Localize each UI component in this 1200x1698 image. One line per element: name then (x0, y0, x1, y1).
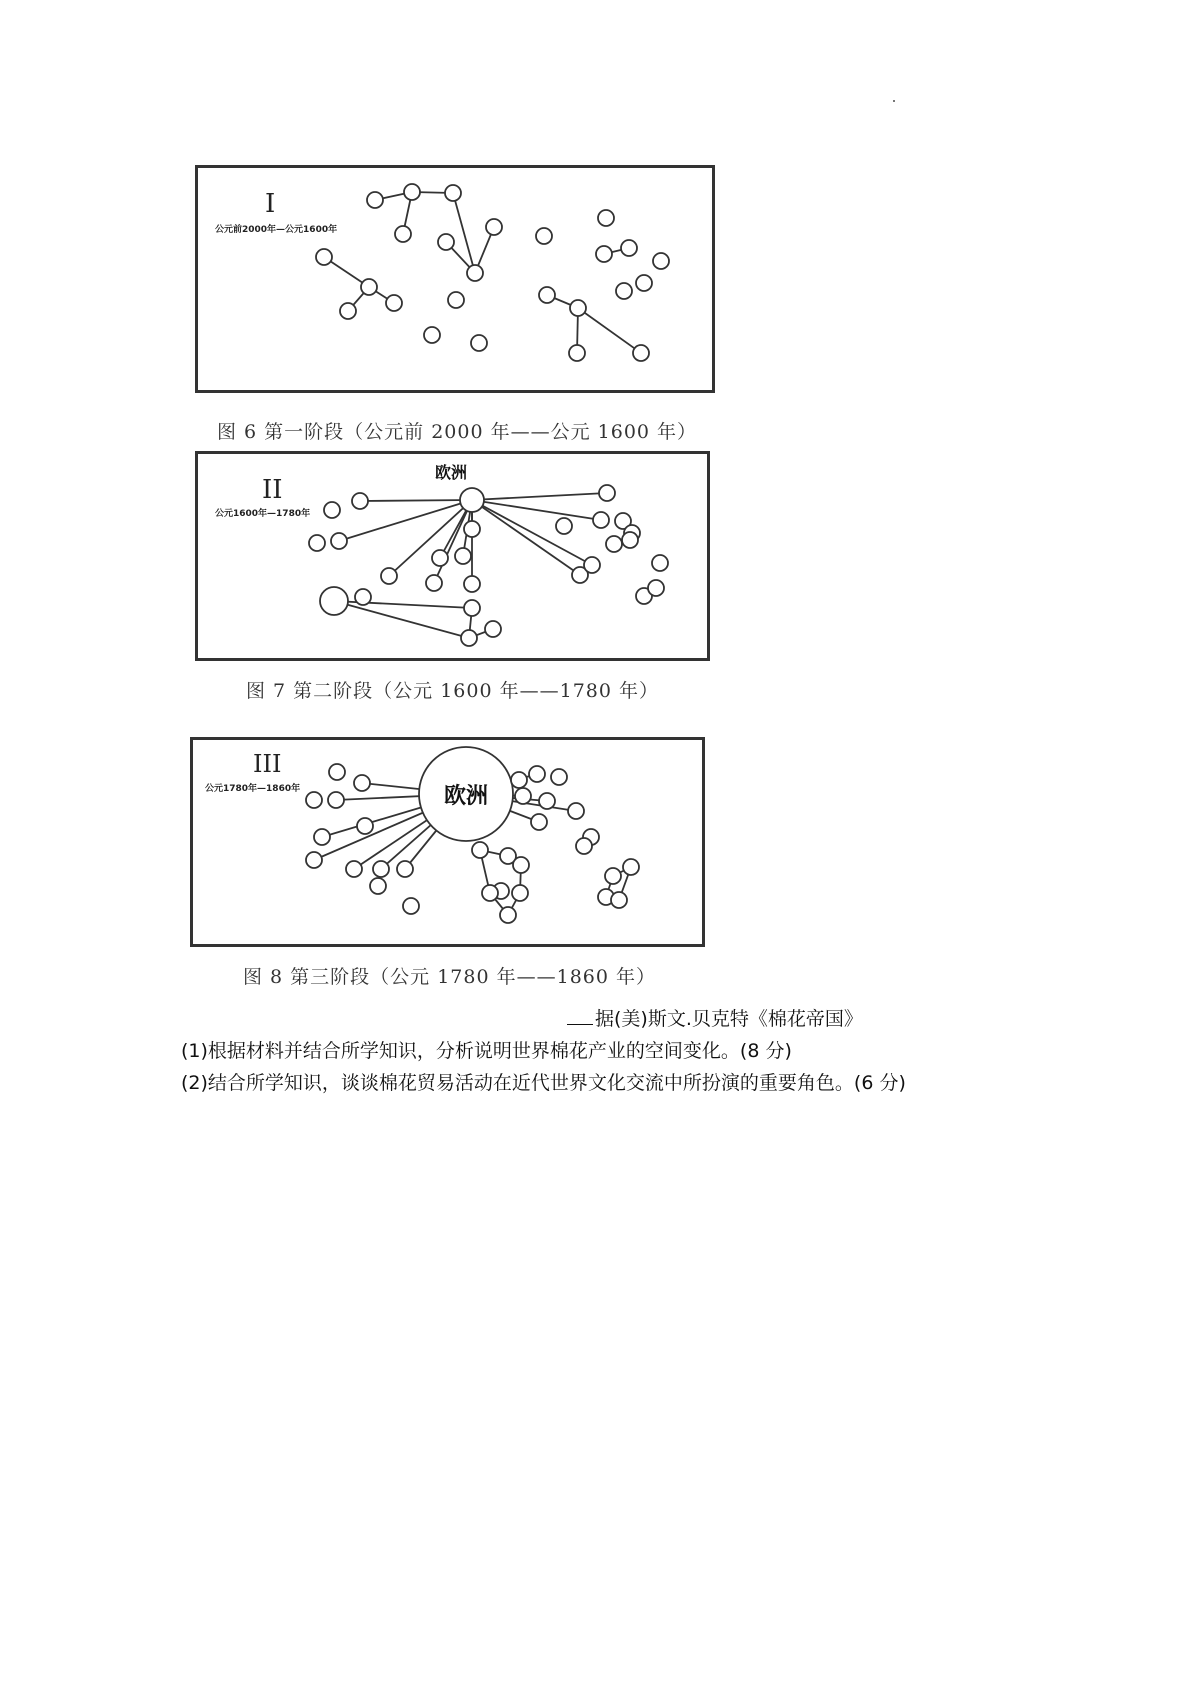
figure-7-period-label: 公元1600年—1780年 (215, 509, 311, 519)
fig7-node (324, 502, 340, 518)
fig6-node (636, 275, 652, 291)
fig6-link (578, 308, 641, 353)
fig6-node (386, 295, 402, 311)
fig8-node (568, 803, 584, 819)
fig8-node (403, 898, 419, 914)
fig7-node (593, 512, 609, 528)
fig8-node (512, 885, 528, 901)
fig7-node (584, 557, 600, 573)
figure-6-caption: 图 6 第一阶段（公元前 2000 年——公元 1600 年） (217, 421, 698, 443)
fig6-node (653, 253, 669, 269)
fig7-link (472, 500, 580, 575)
fig7-node (331, 533, 347, 549)
fig8-node (500, 907, 516, 923)
figure-8-diagram (190, 737, 705, 947)
figure-8-period-label: 公元1780年—1860年 (205, 784, 301, 794)
fig8-node (329, 764, 345, 780)
figure-7-numeral: II (262, 475, 283, 505)
fig6-node (367, 192, 383, 208)
source-text: 据(美)斯文.贝克特《棉花帝国》 (595, 1008, 863, 1030)
fig7-node (464, 521, 480, 537)
fig6-node (569, 345, 585, 361)
fig6-node (471, 335, 487, 351)
fig8-node (513, 857, 529, 873)
question-2: (2)结合所学知识，谈谈棉花贸易活动在近代世界文化交流中所扮演的重要角色。(6 分) (181, 1072, 906, 1094)
fig6-node (596, 246, 612, 262)
question-1: (1)根据材料并结合所学知识，分析说明世界棉花产业的空间变化。(8 分) (181, 1040, 792, 1062)
fig7-node (599, 485, 615, 501)
fig7-hub-node (320, 587, 348, 615)
fig7-node (652, 555, 668, 571)
fig8-node (472, 842, 488, 858)
fig6-node (395, 226, 411, 242)
fig6-node (361, 279, 377, 295)
figure-8-hub-label: 欧洲 (443, 784, 489, 809)
fig6-node (340, 303, 356, 319)
figure-7-diagram (195, 451, 710, 661)
figure-7-hub-label: 欧洲 (434, 463, 468, 482)
fig6-node (486, 219, 502, 235)
fig7-node (464, 576, 480, 592)
fig8-node (515, 788, 531, 804)
fig6-node (445, 185, 461, 201)
fig6-node (424, 327, 440, 343)
fig6-node (448, 292, 464, 308)
fig7-node (309, 535, 325, 551)
fig8-node (328, 792, 344, 808)
fig8-node (531, 814, 547, 830)
fig6-node (316, 249, 332, 265)
fig8-node (346, 861, 362, 877)
figure-6-period-label: 公元前2000年—公元1600年 (215, 225, 338, 235)
fig8-node (511, 772, 527, 788)
fig7-node (455, 548, 471, 564)
fig6-node (438, 234, 454, 250)
blank-line (567, 1010, 593, 1025)
fig8-node (397, 861, 413, 877)
fig7-node (461, 630, 477, 646)
fig8-node (357, 818, 373, 834)
fig7-node (622, 532, 638, 548)
source-citation (567, 1004, 863, 1031)
fig6-node (616, 283, 632, 299)
fig8-node (373, 861, 389, 877)
fig7-node (355, 589, 371, 605)
fig8-node (354, 775, 370, 791)
figure-6-diagram (195, 165, 715, 393)
fig6-node (570, 300, 586, 316)
figure-7-caption: 图 7 第二阶段（公元 1600 年——1780 年） (246, 680, 659, 702)
fig7-node (648, 580, 664, 596)
fig6-node (633, 345, 649, 361)
fig7-node (556, 518, 572, 534)
fig8-node (482, 885, 498, 901)
fig7-link (434, 500, 472, 583)
fig7-node (464, 600, 480, 616)
fig8-node (551, 769, 567, 785)
fig8-node (605, 868, 621, 884)
fig6-node (467, 265, 483, 281)
fig8-node (611, 892, 627, 908)
figure-8-numeral: III (253, 750, 282, 778)
fig7-link (360, 500, 472, 501)
fig7-node (352, 493, 368, 509)
fig7-node (426, 575, 442, 591)
fig6-node (621, 240, 637, 256)
fig6-node (598, 210, 614, 226)
fig6-node (539, 287, 555, 303)
fig7-node (460, 488, 484, 512)
fig8-node (306, 792, 322, 808)
stray-mark (893, 100, 895, 102)
fig6-node (536, 228, 552, 244)
fig7-node (606, 536, 622, 552)
fig6-node (404, 184, 420, 200)
fig8-node (576, 838, 592, 854)
figure-8-caption: 图 8 第三阶段（公元 1780 年——1860 年） (243, 966, 656, 988)
fig7-link (389, 500, 472, 576)
fig8-node (370, 878, 386, 894)
fig8-node (306, 852, 322, 868)
fig7-node (381, 568, 397, 584)
fig7-node (485, 621, 501, 637)
figure-6-numeral: I (265, 189, 276, 219)
fig7-node (432, 550, 448, 566)
fig7-link (472, 493, 607, 500)
fig8-node (623, 859, 639, 875)
fig8-node (539, 793, 555, 809)
fig8-node (529, 766, 545, 782)
fig8-node (314, 829, 330, 845)
